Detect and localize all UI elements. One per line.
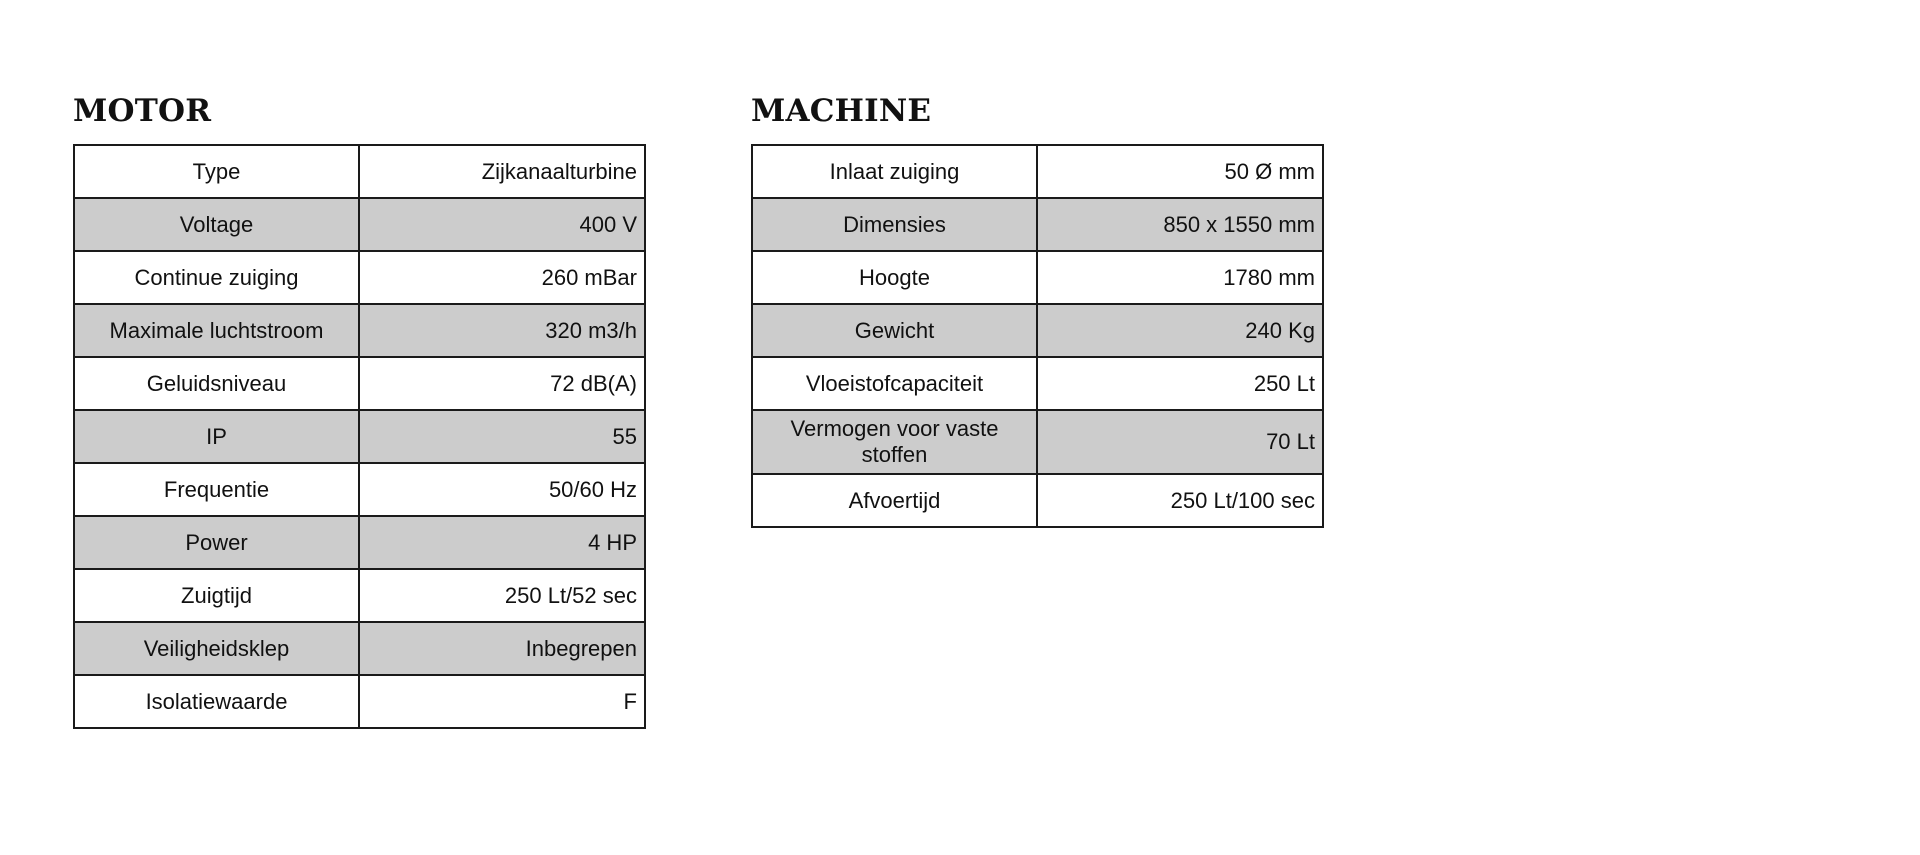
table-row xyxy=(74,410,645,463)
spec-label: Frequentie xyxy=(74,463,359,516)
spec-label: Veiligheidsklep xyxy=(74,622,359,675)
spec-value: 260 mBar xyxy=(359,251,645,304)
table-row xyxy=(752,357,1323,410)
spec-label: Vloeistofcapaciteit xyxy=(752,357,1037,410)
spec-value: Inbegrepen xyxy=(359,622,645,675)
spec-value: 400 V xyxy=(359,198,645,251)
spec-label: Dimensies xyxy=(752,198,1037,251)
spec-value: 4 HP xyxy=(359,516,645,569)
machine-title: MACHINE xyxy=(751,93,932,129)
spec-label: Hoogte xyxy=(752,251,1037,304)
spec-value: 72 dB(A) xyxy=(359,357,645,410)
spec-label: Voltage xyxy=(74,198,359,251)
motor-spec-section xyxy=(73,92,646,729)
spec-value: 250 Lt/100 sec xyxy=(1037,474,1323,527)
machine-spec-table xyxy=(751,144,1324,528)
table-row xyxy=(74,675,645,728)
table-row xyxy=(752,474,1323,527)
spec-label: Maximale luchtstroom xyxy=(74,304,359,357)
spec-value: 240 Kg xyxy=(1037,304,1323,357)
spec-value: 850 x 1550 mm xyxy=(1037,198,1323,251)
table-row xyxy=(74,198,645,251)
spec-value: 50 Ø mm xyxy=(1037,145,1323,198)
table-row xyxy=(74,622,645,675)
spec-value: 250 Lt/52 sec xyxy=(359,569,645,622)
table-row xyxy=(74,251,645,304)
spec-value: 320 m3/h xyxy=(359,304,645,357)
table-row xyxy=(74,463,645,516)
spec-value: 250 Lt xyxy=(1037,357,1323,410)
table-row xyxy=(74,145,645,198)
spec-label: Afvoertijd xyxy=(752,474,1037,527)
spec-value: Zijkanaalturbine xyxy=(359,145,645,198)
spec-label: Inlaat zuiging xyxy=(752,145,1037,198)
spec-label: Zuigtijd xyxy=(74,569,359,622)
table-row xyxy=(752,304,1323,357)
table-row xyxy=(74,357,645,410)
motor-spec-table xyxy=(73,144,646,729)
table-row xyxy=(752,410,1323,474)
spec-value: 50/60 Hz xyxy=(359,463,645,516)
spec-value: 1780 mm xyxy=(1037,251,1323,304)
spec-label: Continue zuiging xyxy=(74,251,359,304)
motor-title: MOTOR xyxy=(73,93,212,129)
table-row xyxy=(752,145,1323,198)
spec-value: 55 xyxy=(359,410,645,463)
spec-label: Gewicht xyxy=(752,304,1037,357)
table-row xyxy=(752,198,1323,251)
spec-label: Vermogen voor vaste stoffen xyxy=(752,410,1037,474)
table-row xyxy=(74,516,645,569)
spec-label: IP xyxy=(74,410,359,463)
spec-label: Type xyxy=(74,145,359,198)
spec-label: Geluidsniveau xyxy=(74,357,359,410)
spec-label: Power xyxy=(74,516,359,569)
table-row xyxy=(74,569,645,622)
spec-value: F xyxy=(359,675,645,728)
machine-spec-section xyxy=(751,92,1324,528)
table-row xyxy=(752,251,1323,304)
spec-value: 70 Lt xyxy=(1037,410,1323,474)
table-row xyxy=(74,304,645,357)
spec-label: Isolatiewaarde xyxy=(74,675,359,728)
